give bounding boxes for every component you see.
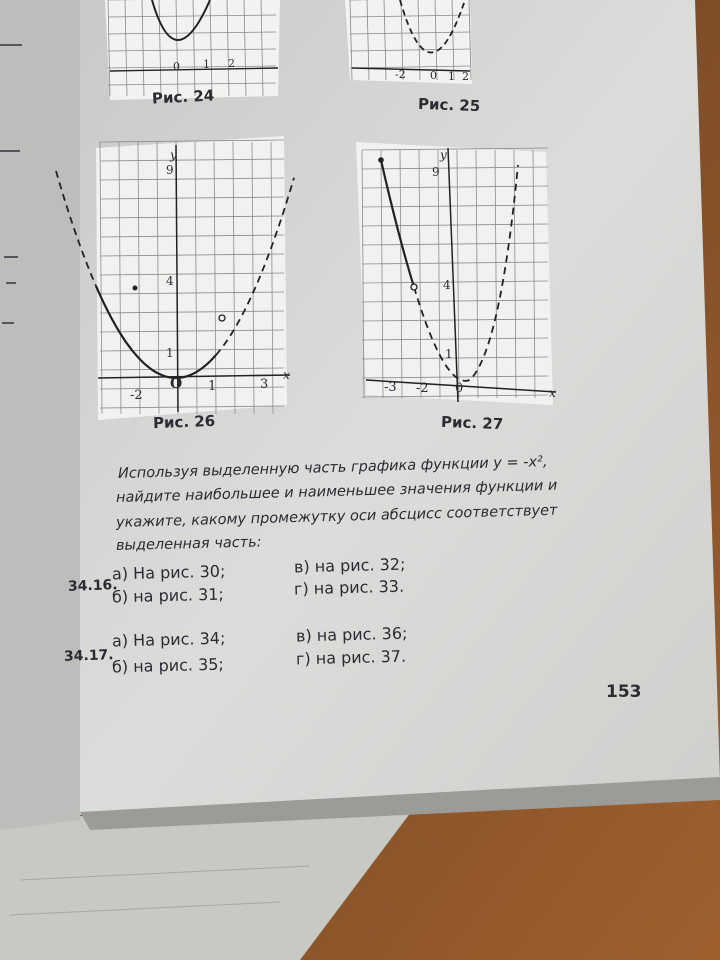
fig25-tick-3: 2 — [462, 70, 469, 83]
exercise-34-16-a: а) На рис. 30; — [111, 561, 226, 584]
exercise-34-17-b: б) на рис. 35; — [111, 654, 225, 677]
fig27-x-tick-neg3: -3 — [384, 380, 397, 395]
fig27-origin: 0 — [455, 381, 464, 396]
instruction-line-2: найдите наибольшее и наименьшее значения функции и — [115, 477, 558, 506]
fig26-y-tick-1: 1 — [166, 346, 174, 360]
fig27-y-label: y — [440, 148, 447, 162]
fig27-y-tick-1: 1 — [445, 347, 453, 361]
fig24-tick-1: 1 — [203, 58, 210, 71]
figure-27-graph — [356, 142, 556, 405]
fig26-x-label: x — [283, 368, 290, 382]
fig26-x-tick-neg2: -2 — [130, 388, 143, 403]
fig24-tick-2: 2 — [228, 57, 235, 70]
exercise-34-17-number: 34.17. — [63, 647, 114, 665]
figure-27-caption: Рис. 27 — [440, 412, 504, 434]
fig25-tick-1: 0 — [430, 69, 437, 82]
fig27-y-tick-4: 4 — [443, 278, 451, 292]
fig26-origin: O — [170, 376, 183, 392]
exercise-34-17-v: в) на рис. 36; — [295, 623, 408, 646]
fig24-tick-0: 0 — [173, 60, 180, 73]
page-number: 153 — [606, 682, 642, 702]
figure-25-caption: Рис. 25 — [417, 94, 481, 116]
fig27-y-tick-9: 9 — [432, 165, 440, 179]
fig26-y-tick-4: 4 — [166, 274, 174, 288]
fig27-x-tick-neg2: -2 — [416, 381, 429, 396]
fig27-x-label: x — [549, 386, 556, 400]
figure-26-caption: Рис. 26 — [152, 411, 216, 433]
exercise-34-16-b: б) на рис. 31; — [111, 584, 225, 607]
exercise-34-16-g: г) на рис. 33. — [293, 576, 405, 599]
exercise-34-16-number: 34.16. — [67, 577, 118, 595]
fig26-x-tick-1: 1 — [208, 379, 217, 394]
exercise-34-17-g: г) на рис. 37. — [295, 646, 407, 669]
instruction-line-4: выделенная часть: — [115, 534, 262, 554]
instruction-line-3: укажите, какому промежутку оси абсцисс соответствует — [115, 502, 558, 531]
exercise-34-17-a: а) На рис. 34; — [111, 628, 226, 651]
fig25-tick-2: 1 — [448, 70, 455, 83]
fig25-tick-0: -2 — [395, 68, 406, 81]
exercise-34-16-v: в) на рис. 32; — [293, 554, 406, 577]
instruction-line-1: Используя выделенную часть графика функции y = -x², — [117, 454, 548, 482]
figure-24-caption: Рис. 24 — [151, 86, 215, 108]
fig26-y-tick-9: 9 — [166, 163, 174, 177]
fig26-x-tick-3: 3 — [260, 377, 269, 392]
figure-24-graph — [105, 0, 280, 100]
fig26-y-label: y — [170, 148, 177, 162]
